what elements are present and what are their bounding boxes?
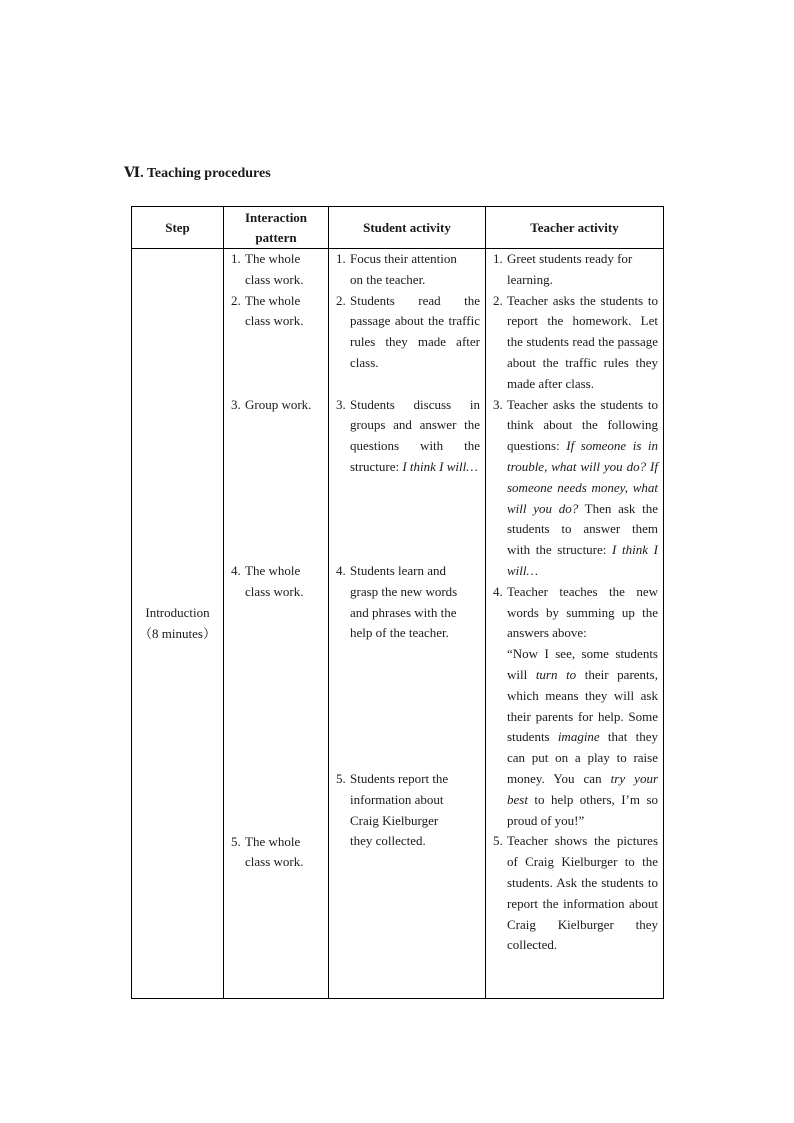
table-row (132, 249, 664, 999)
teacher-activity-cell (486, 249, 664, 999)
header-interaction-line1: Interaction (244, 209, 308, 225)
table-header-row (132, 207, 664, 249)
student-item-1: 1. Focus their attention on the teacher. (336, 251, 457, 287)
student-item-5: 5. Students report the information about Craig Kielburger they collected. (336, 770, 449, 849)
interaction-item-3: 3. Group work. (231, 396, 312, 412)
interaction-item-5: 5. The whole class work. (231, 833, 304, 870)
section-heading: Ⅵ. Teaching procedures (124, 166, 271, 181)
student-item-4: 4. Students learn and grasp the new words and phrases with the help of the teacher. (336, 562, 458, 641)
teacher-item-2: 2. Teacher asks the students to report the homework. Let the students read the passage about the traffic rules they made after class. (493, 292, 658, 391)
student-activity-cell (329, 249, 486, 999)
step-duration: （8 minutes） (139, 625, 216, 641)
interaction-item-4: 4. The whole class work. (231, 562, 304, 599)
header-interaction-line2: pattern (255, 229, 297, 245)
step-cell (132, 249, 224, 999)
student-item-3: 3. Students discuss in groups and answer the questions with the structure: I think I will… (336, 396, 480, 474)
teacher-item-4: 4. Teacher teaches the new words by summing up the answers above: “Now I see, some students will turn to their parents, which means they will ask their parents for help. Some students imagine that they can put on a play to raise money. You can try your best to help others, I’m so proud of you!” (493, 583, 658, 828)
student-item-2: 2. Students read the passage about the traffic rules they made after class. (336, 292, 480, 370)
interaction-item-1: 1. The whole class work. (231, 251, 304, 287)
teacher-item-3: 3. Teacher asks the students to think about the following questions: If someone is in trouble, what will you do? If someone needs money, what will you do? Then ask the students to answer them with the structure: I think I will… (493, 396, 659, 578)
step-name: Introduction (145, 604, 210, 620)
header-teacher-activity: Teacher activity (486, 207, 664, 249)
header-student-activity: Student activity (329, 207, 486, 249)
interaction-cell (224, 249, 329, 999)
teaching-procedures-table (131, 206, 664, 999)
teacher-item-5: 5. Teacher shows the pictures of Craig Kielburger to the students. Ask the students to report the information about Craig Kielburger they collected. (493, 833, 658, 953)
header-step: Step (132, 207, 224, 249)
interaction-item-2: 2. The whole class work. (231, 292, 304, 329)
teacher-item-1: 1. Greet students ready for learning. (493, 251, 633, 287)
header-interaction-pattern (224, 207, 329, 249)
